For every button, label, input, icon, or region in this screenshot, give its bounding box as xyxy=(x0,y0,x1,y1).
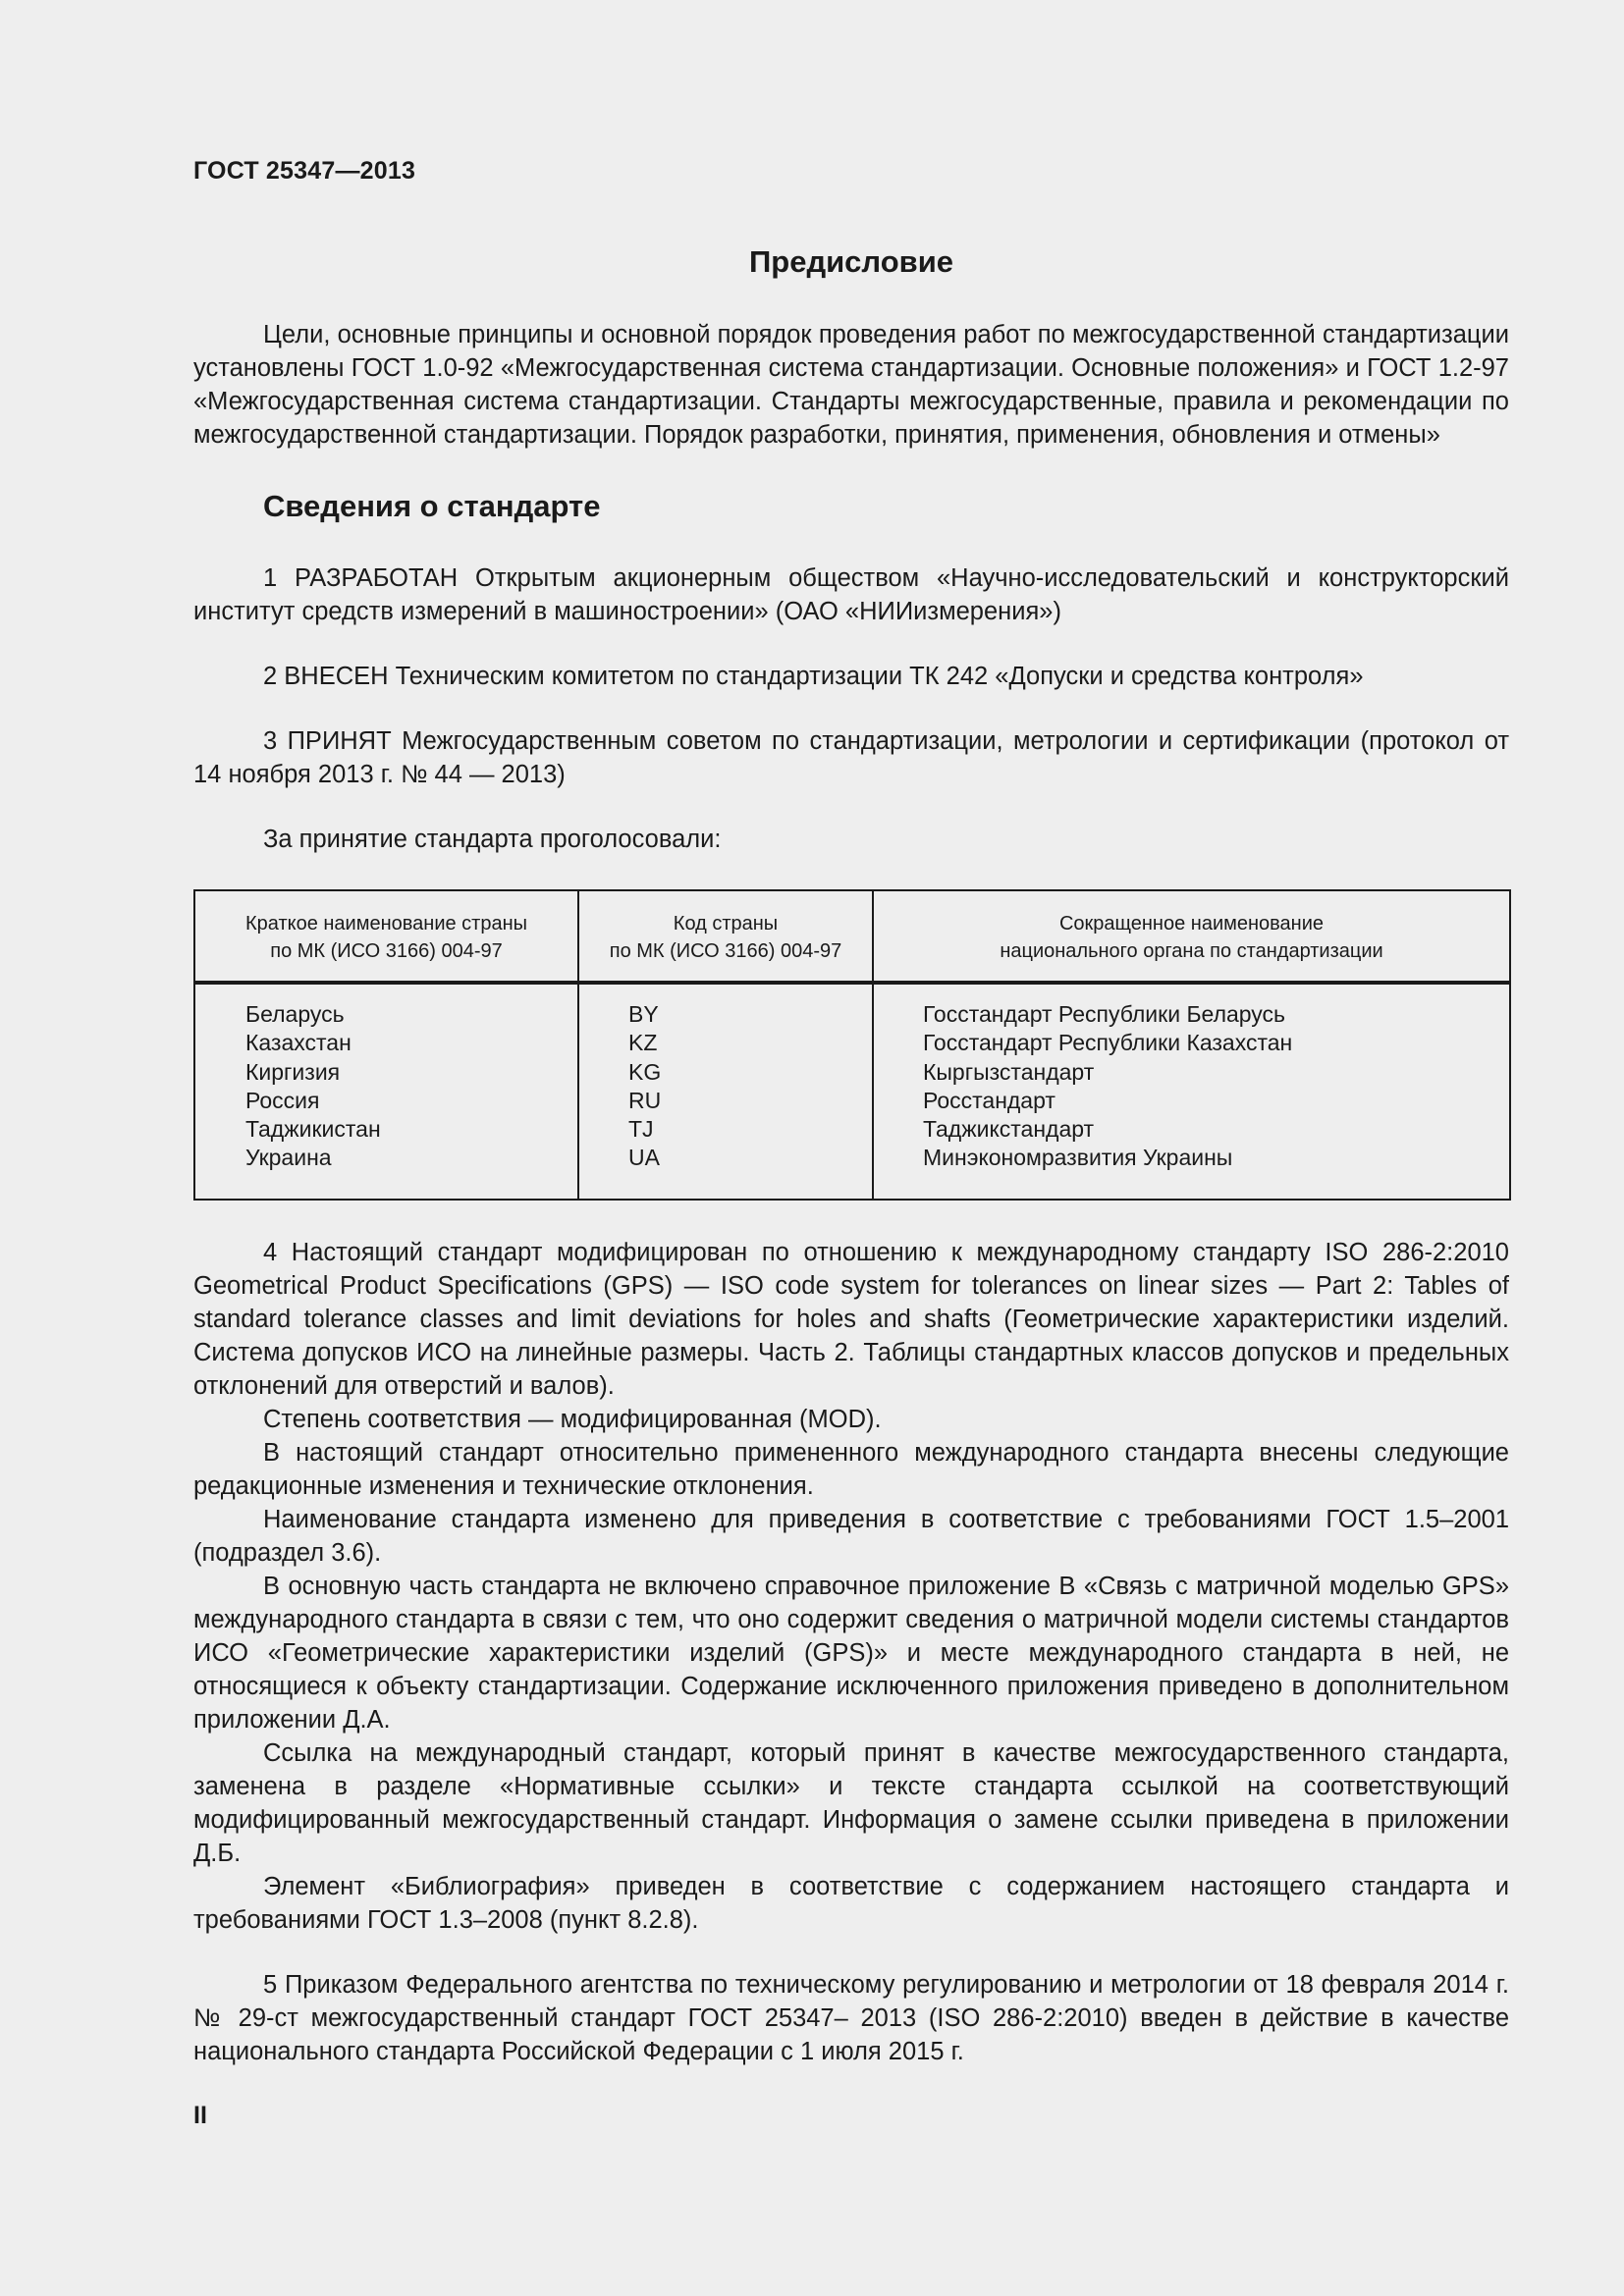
voting-table xyxy=(193,889,1511,1201)
vote-intro: За принятие стандарта проголосовали: xyxy=(263,826,722,853)
country-name: Украина xyxy=(245,1145,332,1171)
item-4-paragraph-2: Степень соответствия — модифицированная (MOD). xyxy=(263,1405,882,1433)
standards-body: Госстандарт Республики Казахстан xyxy=(923,1030,1293,1056)
standards-body: Госстандарт Республики Беларусь xyxy=(923,1001,1286,1027)
country-code: BY xyxy=(628,1001,659,1027)
country-name: Киргизия xyxy=(245,1058,341,1085)
country-column xyxy=(194,983,578,1200)
info-item-2: 2 ВНЕСЕН Техническим комитетом по стандартизации ТК 242 «Допуски и средства контроля» xyxy=(263,663,1364,690)
info-item-3: 3 ПРИНЯТ Межгосударственным советом по стандартизации, метрологии и сертификации (протокол от 14 ноября 2013 г. № 44 — 2013) xyxy=(193,727,1509,788)
country-code: TJ xyxy=(628,1116,654,1143)
preface-paragraph: Цели, основные принципы и основной порядок проведения работ по межгосударственной стандартизации установлены ГОСТ 1.0-92 «Межгосударственная система стандартизации. Основные положения» и ГОСТ 1.2-97 «Межгосударственная система стандартизации. Стандарты межгосударственные, правила и рекомендации по межгосударственной стандартизации. Порядок разработки, принятия, применения, обновления и отмены» xyxy=(193,321,1509,449)
country-name: Беларусь xyxy=(245,1001,345,1027)
header-line: Код страны xyxy=(673,913,779,934)
item-4-paragraph-4: Наименование стандарта изменено для приведения в соответствие с требованиями ГОСТ 1.5–2001 (подраздел 3.6). xyxy=(193,1505,1509,1567)
header-line: Краткое наименование страны xyxy=(244,913,528,934)
country-name: Казахстан xyxy=(245,1030,352,1056)
item-4-paragraph-3: В настоящий стандарт относительно примененного международного стандарта внесены следующие редакционные изменения и технические отклонения. xyxy=(193,1438,1509,1500)
header-country-code xyxy=(578,890,873,983)
country-name: Таджикистан xyxy=(245,1116,381,1143)
country-code: UA xyxy=(628,1145,660,1171)
header-line: по МК (ИСО 3166) 004-97 xyxy=(270,940,503,962)
header-standards-body xyxy=(873,890,1510,983)
info-section-title: Сведения о стандарте xyxy=(263,489,601,523)
document-page xyxy=(193,157,1509,2130)
standards-body: Таджикстандарт xyxy=(923,1116,1095,1143)
country-code: KZ xyxy=(628,1030,658,1056)
country-code: KG xyxy=(628,1058,662,1085)
table-header-row xyxy=(194,890,1510,983)
item-4-paragraph-7: Элемент «Библиография» приведен в соответствие с содержанием настоящего стандарта и требованиями ГОСТ 1.3–2008 (пункт 8.2.8). xyxy=(193,1872,1509,1934)
document-id: ГОСТ 25347—2013 xyxy=(193,157,416,185)
standards-body: Росстандарт xyxy=(923,1087,1056,1113)
header-line: национального органа по стандартизации xyxy=(1000,940,1383,962)
header-line: Сокращенное наименование xyxy=(1058,913,1325,934)
item-5-paragraph: 5 Приказом Федерального агентства по техническому регулированию и метрологии от 18 февраля 2014 г. № 29-ст межгосударственный стандарт ГОСТ 25347– 2013 (ISO 286-2:2010) введен в действие в качестве национального стандарта Российской Федерации с 1 июля 2015 г. xyxy=(193,1970,1509,2065)
country-code: RU xyxy=(628,1087,662,1113)
info-item-1: 1 РАЗРАБОТАН Открытым акционерным обществом «Научно-исследовательский и конструкторский институт средств измерений в машиностроении» (ОАО «НИИизмерения») xyxy=(193,564,1509,625)
item-4-paragraph-5: В основную часть стандарта не включено справочное приложение В «Связь с матричной моделью GPS» международного стандарта в связи с тем, что оно содержит сведения о матричной модели системы стандартов ИСО «Геометрические характеристики изделий (GPS)» и месте международного стандарта в ней, не относящиеся к объекту стандартизации. Содержание исключенного приложения приведено в дополнительном приложении Д.А. xyxy=(193,1572,1509,1734)
table-row xyxy=(194,983,1510,1200)
standards-body: Кыргызстандарт xyxy=(923,1058,1095,1085)
item-4-paragraph-1: 4 Настоящий стандарт модифицирован по отношению к международному стандарту ISO 286-2:2010 Geometrical Product Specifications (GPS) — ISO code system for tolerances on linear sizes — Part 2: Tables of standard tolerance classes and limit deviations for holes and shafts (Геометрические характеристики изделий. Система допусков ИСО на линейные размеры. Часть 2. Таблицы стандартных классов допусков и предельных отклонений для отверстий и валов). xyxy=(193,1238,1509,1400)
page-number: II xyxy=(193,2101,207,2129)
preface-title: Предисловие xyxy=(748,244,953,279)
header-country-name xyxy=(194,890,578,983)
standards-body: Минэкономразвития Украины xyxy=(923,1145,1233,1171)
country-name: Россия xyxy=(245,1087,320,1113)
header-line: по МК (ИСО 3166) 004-97 xyxy=(609,940,842,962)
body-column xyxy=(873,983,1510,1200)
code-column xyxy=(578,983,873,1200)
item-4-paragraph-6: Ссылка на международный стандарт, который принят в качестве межгосударственного стандарта, заменена в разделе «Нормативные ссылки» и тексте стандарта ссылкой на соответствующий модифицированный межгосударственный стандарт. Информация о замене ссылки приведена в приложении Д.Б. xyxy=(193,1738,1509,1867)
